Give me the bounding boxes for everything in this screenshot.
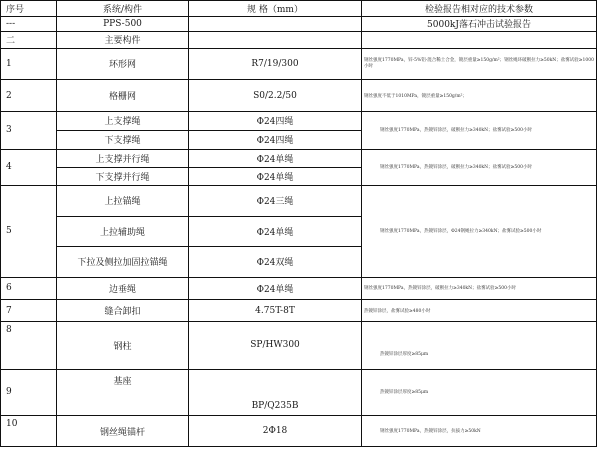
row-system: 上支撑并行绳 (57, 149, 189, 167)
row-spec: Φ24单绳 (189, 216, 362, 247)
row-system: 边垂绳 (57, 277, 189, 299)
row-spec: R7/19/300 (189, 48, 362, 80)
row-spec: Φ24三绳 (189, 185, 362, 216)
row-no: 9 (1, 369, 57, 416)
row-system: 上拉辅助绳 (57, 216, 189, 247)
row-system: 环形网 (57, 48, 189, 80)
row-system: 钢柱 (57, 322, 189, 370)
row-no: 1 (1, 48, 57, 80)
row-spec: 4.75T-8T (189, 299, 362, 321)
row-system: 下拉及侧拉加固拉锚绳 (57, 247, 189, 278)
row-spec: BP/Q235B (189, 369, 362, 416)
row-system: 基座 (57, 369, 189, 416)
row-spec: S0/2.2/50 (189, 80, 362, 112)
row-param: 热镀锌涂层，盐雾试验≥480小时 (362, 299, 597, 321)
row-param: 钢丝强度1770MPa，热镀锌涂层，破断拉力≥340kN；盐雾试验≥500小时 (362, 149, 597, 185)
row-system: 主要构件 (57, 31, 189, 48)
row-system: 上支撑绳 (57, 111, 189, 130)
row-spec: Φ24双绳 (189, 247, 362, 278)
row-spec: Φ24单绳 (189, 149, 362, 167)
row-param: 钢丝强度不低于1010MPa，镀层重量≥150g/m²； (362, 80, 597, 112)
row-spec: 2Φ18 (189, 416, 362, 447)
row-system: 下支撑并行绳 (57, 167, 189, 185)
row-no: 8 (1, 322, 57, 370)
row-spec: Φ24四绳 (189, 111, 362, 130)
row-system: 格栅网 (57, 80, 189, 112)
row-param: 5000kJ落石冲击试验报告 (362, 16, 597, 31)
row-no: 二 (1, 31, 57, 48)
row-no: 2 (1, 80, 57, 112)
row-spec: Φ24四绳 (189, 130, 362, 149)
header-no: 序号 (1, 1, 57, 17)
row-param: 钢丝强度1770MPa，热镀锌涂层，Φ24钢绳拉力≥340kN；盐雾试验≥500小时 (362, 185, 597, 277)
row-system: PPS-500 (57, 16, 189, 31)
row-param (362, 31, 597, 48)
row-spec: Φ24单绳 (189, 167, 362, 185)
row-system: 钢丝绳锚杆 (57, 416, 189, 447)
row-param: 钢丝强度1770MPa，热镀锌涂层，破断拉力≥340kN；盐雾试验≥500小时 (362, 277, 597, 299)
header-params: 检验报告相对应的技术参数 (362, 1, 597, 17)
row-no: 3 (1, 111, 57, 149)
header-spec: 规 格（mm） (189, 1, 362, 17)
row-spec: Φ24单绳 (189, 277, 362, 299)
row-no: 4 (1, 149, 57, 185)
row-no: --- (1, 16, 57, 31)
row-spec (189, 31, 362, 48)
row-no: 6 (1, 277, 57, 299)
row-param: 热镀锌涂层厚度≥85μm (362, 369, 597, 416)
row-system: 上拉锚绳 (57, 185, 189, 216)
row-no: 7 (1, 299, 57, 321)
row-system: 缝合卸扣 (57, 299, 189, 321)
row-spec (189, 16, 362, 31)
header-system: 系统/构件 (57, 1, 189, 17)
row-param: 钢丝强度1770MPa，锌-5%铝-混合稀土合金，镀层重量≥150g/m²；钢丝绳环破断拉力≥50kN；盐雾试验≥1000小时 (362, 48, 597, 80)
row-no: 10 (1, 416, 57, 447)
row-system: 下支撑绳 (57, 130, 189, 149)
row-param: 钢丝强度1770MPa，热镀锌涂层，破断拉力≥340kN；盐雾试验≥500小时 (362, 111, 597, 149)
row-param: 钢丝强度1770MPa，热镀锌涂层，抗拔力≥50kN (362, 416, 597, 447)
row-spec: SP/HW300 (189, 322, 362, 370)
row-no: 5 (1, 185, 57, 277)
row-param: 热镀锌涂层厚度≥85μm (362, 322, 597, 370)
